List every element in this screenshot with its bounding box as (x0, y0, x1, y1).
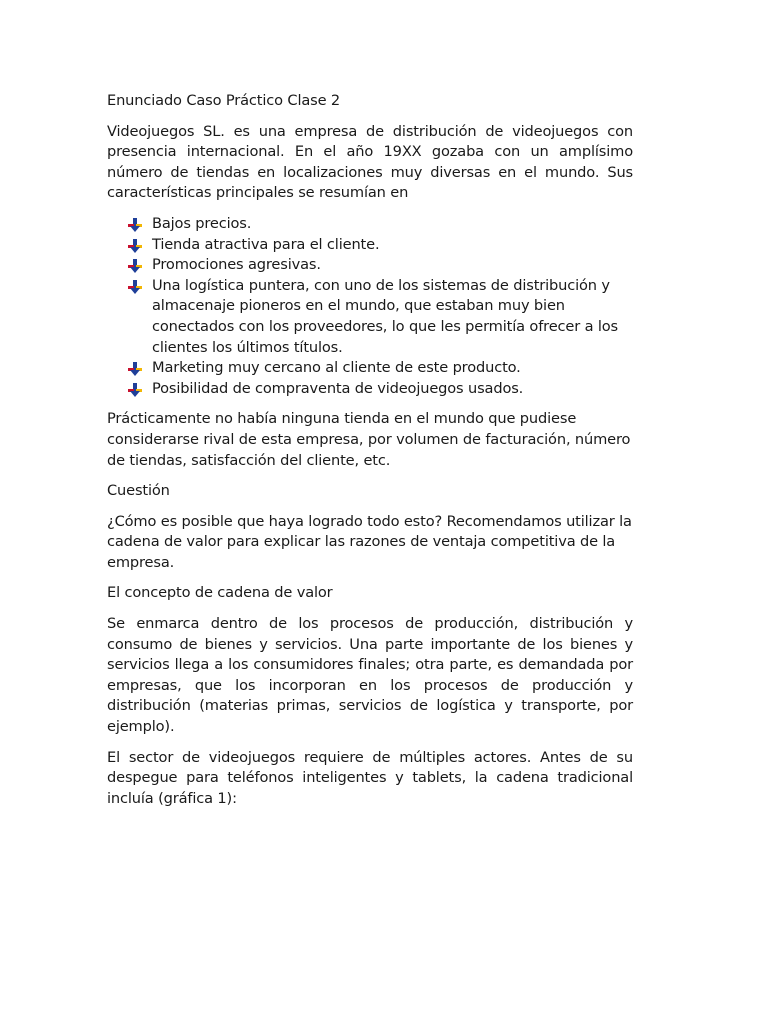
arrow-down-icon (128, 280, 142, 294)
arrow-down-icon (128, 259, 142, 273)
list-item (152, 214, 633, 235)
question-heading: Cuestión (107, 482, 170, 500)
concept-heading: El concepto de cadena de valor (107, 584, 333, 602)
features-list (107, 214, 633, 399)
question-paragraph: ¿Cómo es posible que haya logrado todo esto? Recomendamos utilizar la cadena de valor para explicar las razones de ventaja competitiva de la empresa. (107, 512, 632, 571)
feature-text: Tienda atractiva para el cliente. (152, 235, 380, 253)
sector-paragraph: El sector de videojuegos requiere de múltiples actores. Antes de su despegue para teléfonos inteligentes y tablets, la cadena tradicional incluía (gráfica 1): (107, 748, 633, 807)
document-page (107, 91, 633, 819)
feature-text: Una logística puntera, con uno de los sistemas de distribución y almacenaje pioneros en el mundo, que estaban muy bien conectados con los proveedores, lo que les permitía ofrecer a los clientes los últimos títulos. (152, 276, 618, 356)
arrow-down-icon (128, 239, 142, 253)
intro-paragraph: Videojuegos SL. es una empresa de distribución de videojuegos con presencia internacional. En el año 19XX gozaba con un amplísimo número de tiendas en localizaciones muy diversas en el mundo. Sus características principales se resumían en (107, 122, 633, 202)
arrow-down-icon (128, 362, 142, 376)
list-item (152, 235, 633, 256)
feature-text: Marketing muy cercano al cliente de este producto. (152, 359, 521, 377)
rivalry-paragraph: Prácticamente no había ninguna tienda en el mundo que pudiese considerarse rival de esta empresa, por volumen de facturación, número de tiendas, satisfacción del cliente, etc. (107, 410, 631, 469)
arrow-down-icon (128, 218, 142, 232)
feature-text: Posibilidad de compraventa de videojuegos usados. (152, 379, 524, 397)
list-item (152, 379, 633, 400)
list-item (152, 358, 633, 379)
list-item (152, 276, 633, 358)
feature-text: Promociones agresivas. (152, 256, 321, 274)
arrow-down-icon (128, 383, 142, 397)
document-title: Enunciado Caso Práctico Clase 2 (107, 92, 341, 109)
feature-text: Bajos precios. (152, 214, 252, 232)
concept-paragraph: Se enmarca dentro de los procesos de producción, distribución y consumo de bienes y servicios. Una parte importante de los bienes y servicios llega a los consumidores finales; otra parte, es demandada por empresas, que los incorporan en los procesos de producción y distribución (materias primas, servicios de logística y transporte, por ejemplo). (107, 615, 633, 736)
list-item (152, 255, 633, 276)
